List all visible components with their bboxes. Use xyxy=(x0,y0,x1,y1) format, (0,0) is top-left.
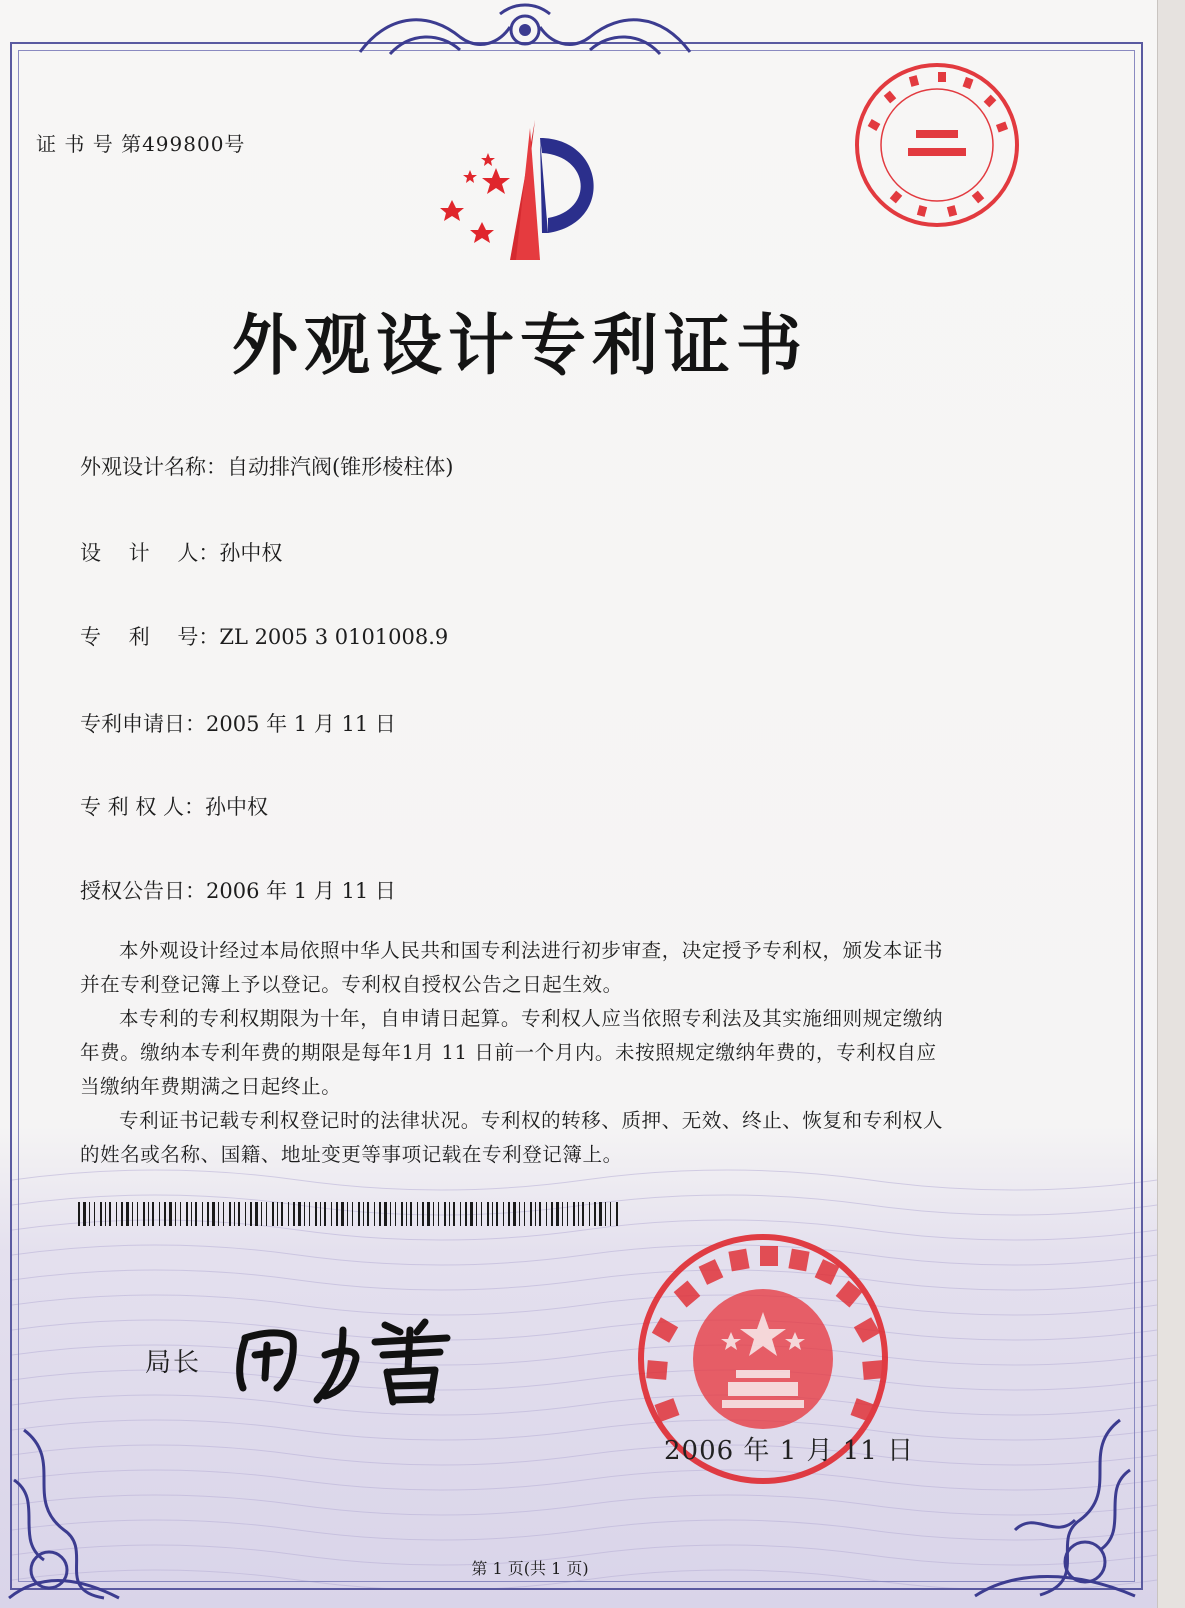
top-ornament-icon xyxy=(350,2,700,64)
field-label: 设 计 人： xyxy=(80,541,220,565)
body-paragraph: 本专利的专利权期限为十年，自申请日起算。专利权人应当依照专利法及其实施细则规定缴纳年费。缴纳本专利年费的期限是每年1月 11 日前一个月内。未按照规定缴纳年费的，专利权自应当缴纳年费期满之日起终止。 xyxy=(80,1007,944,1098)
field-label: 专 利 号： xyxy=(80,625,220,649)
field-patent-number xyxy=(80,621,448,651)
field-designer xyxy=(80,537,282,567)
field-value: 孙中权 xyxy=(205,795,269,819)
certificate-body xyxy=(80,934,950,1172)
field-label: 授权公告日： xyxy=(80,879,206,903)
page-number: 第 1 页(共 1 页) xyxy=(471,1559,589,1578)
body-paragraph: 本外观设计经过本局依照中华人民共和国专利法进行初步审查，决定授予专利权，颁发本证书并在专利登记簿上予以登记。专利权自授权公告之日起生效。 xyxy=(80,939,944,996)
body-paragraph: 专利证书记载专利权登记时的法律状况。专利权的转移、质押、无效、终止、恢复和专利权人的姓名或名称、国籍、地址变更等事项记载在专利登记簿上。 xyxy=(80,1109,944,1166)
barcode-icon xyxy=(78,1202,623,1226)
field-value: ZL 2005 3 0101008.9 xyxy=(219,625,449,649)
scan-edge-strip xyxy=(1157,0,1185,1608)
director-label: 局长 xyxy=(145,1348,202,1378)
certificate-title: 外观设计专利证书 xyxy=(232,307,808,384)
cnipa-emblem-icon xyxy=(430,118,620,268)
field-value: 自动排汽阀(锥形棱柱体) xyxy=(227,455,454,479)
field-grant-date xyxy=(80,875,396,905)
field-label: 专利申请日： xyxy=(80,712,206,736)
field-value: 2005 年 1 月 11 日 xyxy=(206,712,396,736)
field-value: 孙中权 xyxy=(219,541,283,565)
field-label: 专 利 权 人： xyxy=(80,795,206,819)
certificate-number: 证 书 号 第499800号 xyxy=(36,132,246,156)
field-patentee xyxy=(80,791,268,821)
director-signature-icon xyxy=(225,1300,465,1410)
field-application-date xyxy=(80,708,396,738)
field-value: 2006 年 1 月 11 日 xyxy=(206,879,396,903)
field-label: 外观设计名称： xyxy=(80,455,227,479)
tax-seal-icon xyxy=(852,60,1022,230)
issue-date: 2006 年 1 月 11 日 xyxy=(664,1436,915,1466)
field-design-name xyxy=(80,451,453,481)
